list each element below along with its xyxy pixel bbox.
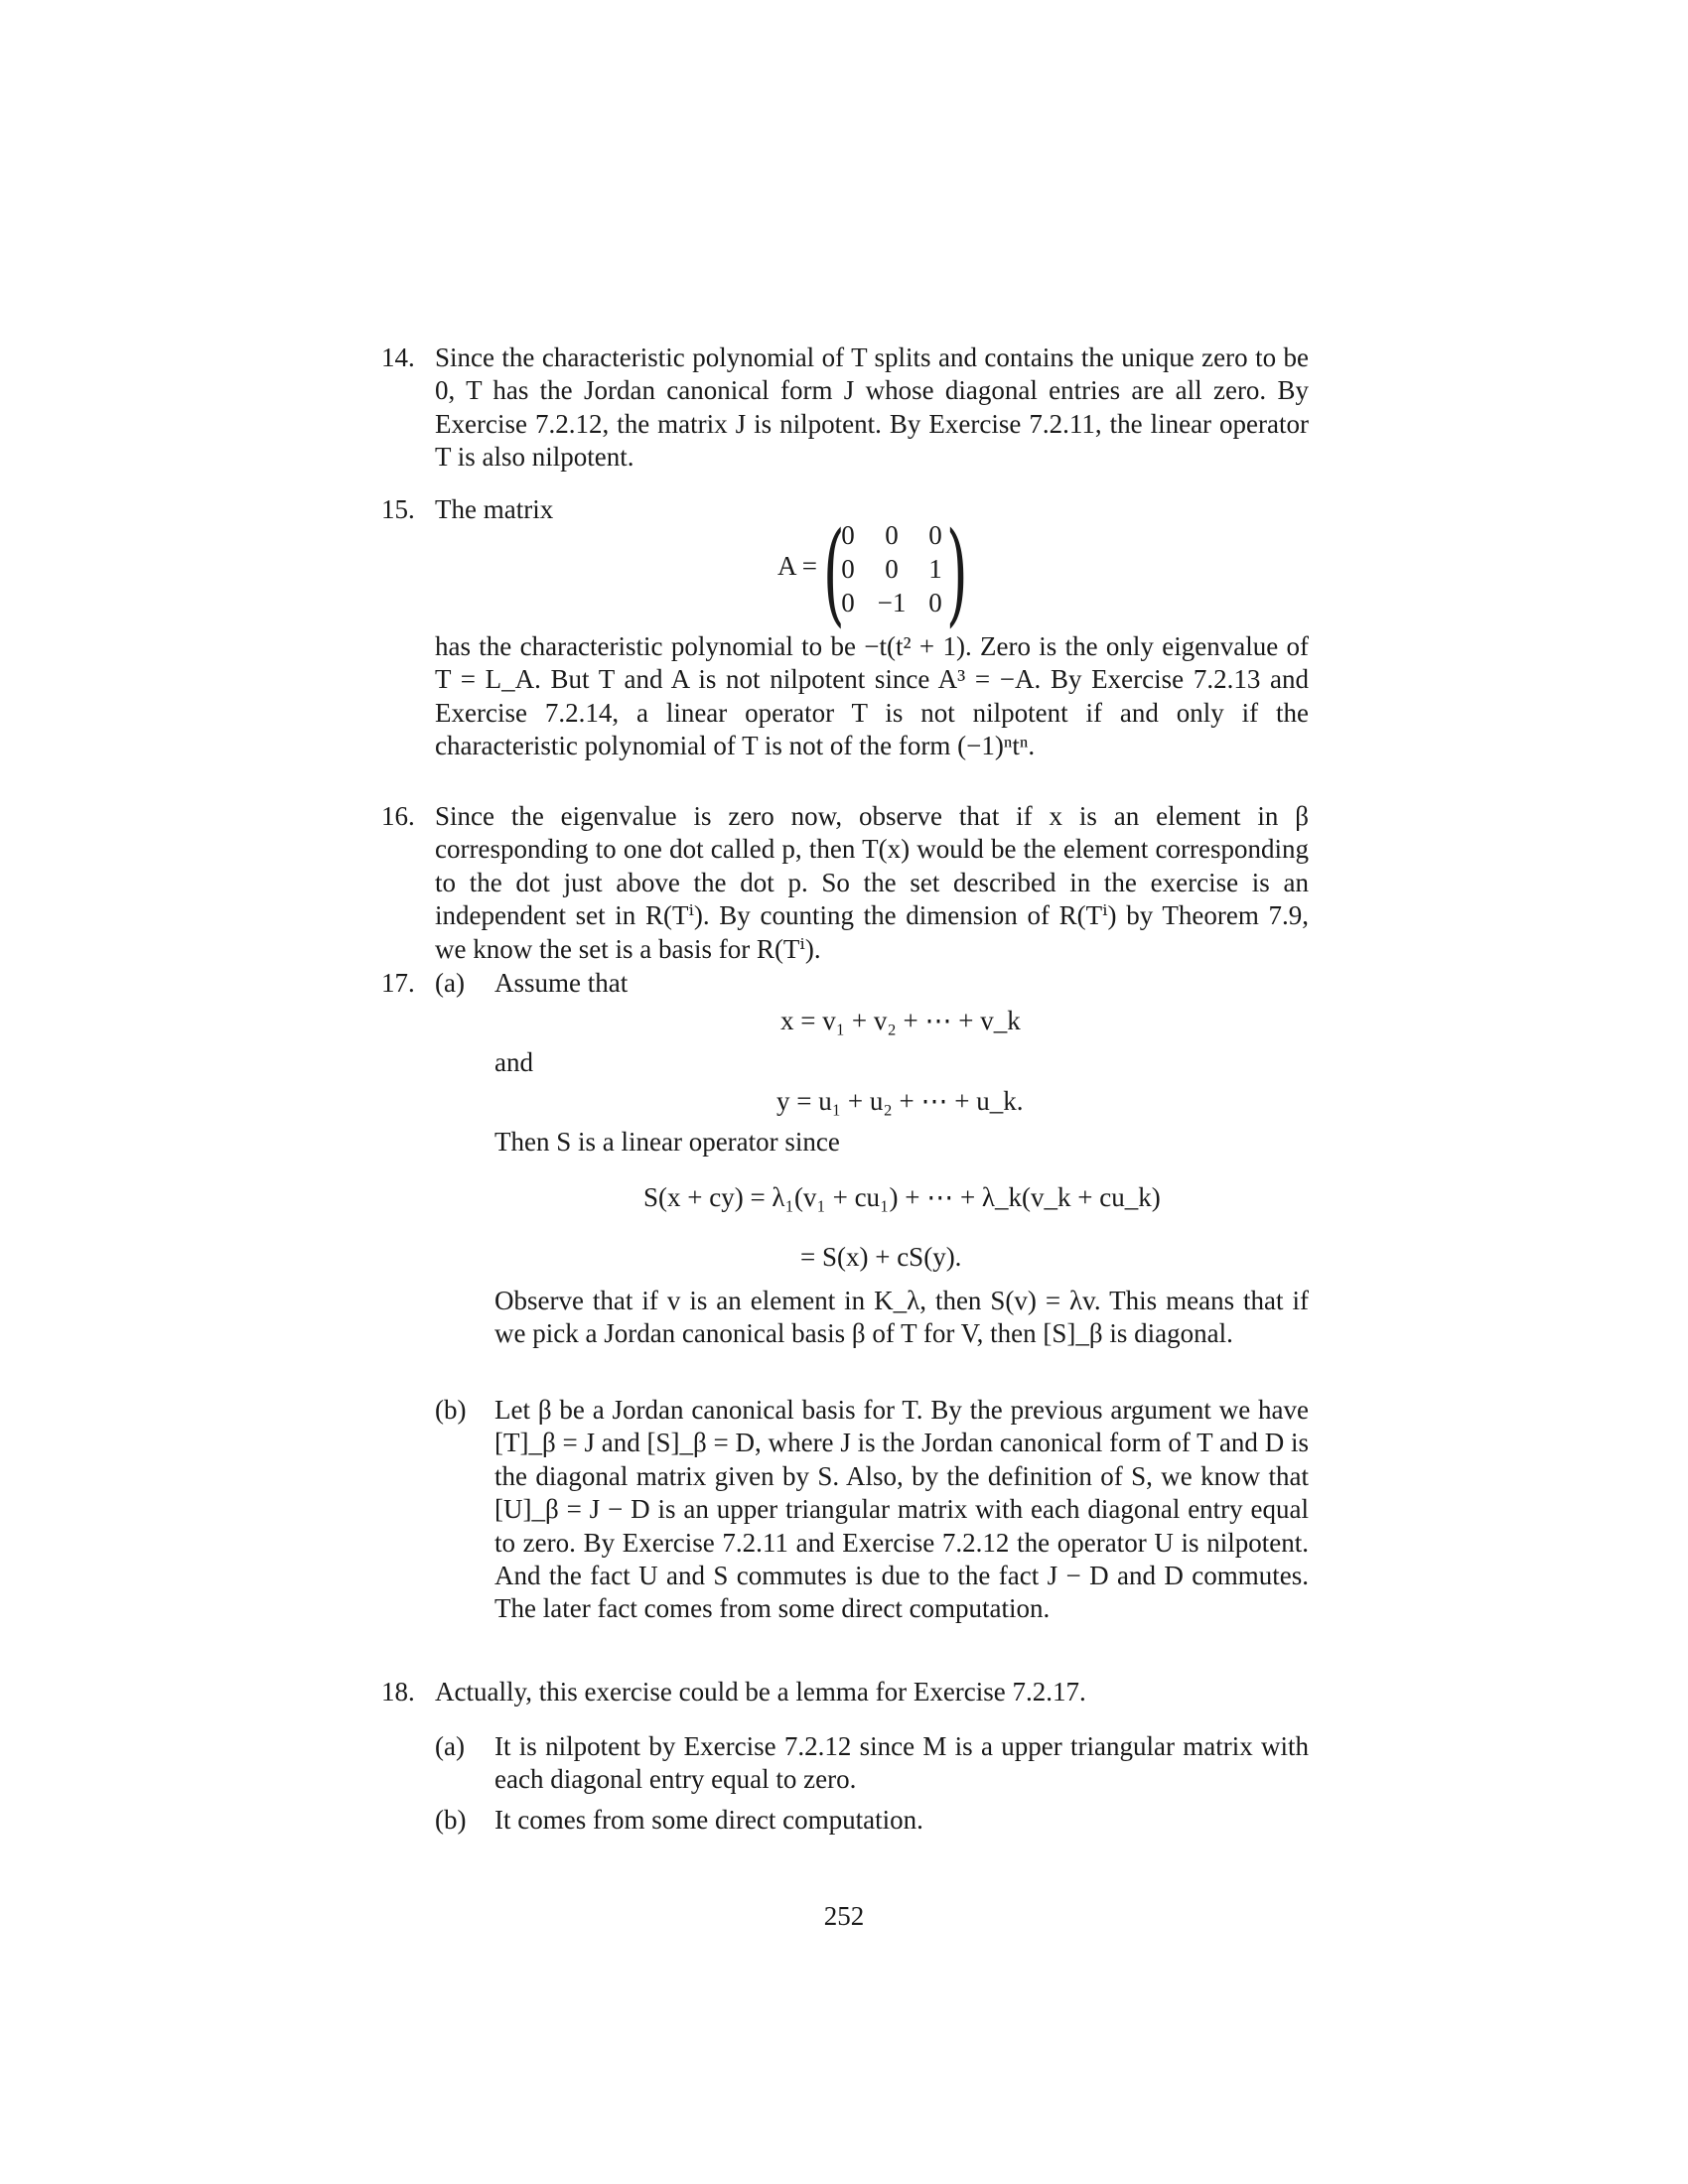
exercise-number: 14. — [381, 342, 415, 372]
part-label: (b) — [435, 1395, 467, 1425]
exercise-number: 17. — [381, 968, 415, 998]
matrix-cell: −1 — [877, 588, 907, 617]
exercise-14 — [381, 341, 1309, 475]
part-label: (b) — [435, 1805, 467, 1835]
equation-s2: = S(x) + cS(y). — [800, 1242, 962, 1272]
connector-text: and — [494, 1047, 533, 1077]
equation-s1: S(x + cy) = λ₁(v₁ + cu₁) + ⋯ + λ_k(v_k + cu_k) — [643, 1182, 1161, 1212]
matrix-cell: 0 — [885, 520, 899, 550]
matrix-a — [822, 509, 968, 638]
equation-x: x = v₁ + v₂ + ⋯ + v_k — [780, 1006, 1021, 1035]
exercise-17a-after — [435, 1285, 1309, 1351]
matrix-cell: 0 — [928, 520, 942, 550]
exercise-text: has the characteristic polynomial to be −t(t² + 1). Zero is the only eigenvalue of T = L_A. But T and A is not nilpotent since A³ = −A. By Exercise 7.2.13 and Exercise 7.2.14, a linear operator T is not nilpotent if and only if the characteristic polynomial of T is not of the form (−1)ⁿtⁿ. — [435, 631, 1309, 761]
and-text — [435, 1046, 1309, 1079]
exercise-18 — [381, 1676, 1309, 1708]
exercise-17b — [435, 1394, 1309, 1626]
part-intro: Assume that — [494, 968, 629, 998]
matrix-cell: 0 — [841, 588, 855, 617]
right-paren: ) — [945, 509, 968, 638]
part-text: Let β be a Jordan canonical basis for T. By the previous argument we have [T]_β = J and [S]_β = D, where J is the Jordan canonical form of T and D is the diagonal matrix given by S. Also, by the definition of S, we know that [U]_β = J − D is an upper triangular matrix with each diagonal entry equal to zero. By Exercise 7.2.11 and Exercise 7.2.12 the operator U is nilpotent. And the fact U and S commutes is due to the fact J − D and D commutes. The later fact comes from some direct computation. — [494, 1395, 1309, 1624]
matrix-cell: 0 — [928, 588, 942, 617]
connector-text: Then S is a linear operator since — [494, 1127, 840, 1157]
matrix-cell: 0 — [841, 520, 855, 550]
exercise-text: Since the characteristic polynomial of T splits and contains the unique zero to be 0, T has the Jordan canonical form J whose diagonal entries are all zero. By Exercise 7.2.12, the matrix J is nilpotent. By Exercise 7.2.11, the linear operator T is also nilpotent. — [435, 342, 1309, 473]
exercise-intro: The matrix — [435, 494, 554, 524]
exercise-17a — [435, 967, 1309, 1000]
then-text — [435, 1126, 1309, 1159]
matrix-cell: 0 — [885, 554, 899, 584]
exercise-18b — [435, 1804, 1309, 1837]
exercise-18a — [435, 1730, 1309, 1797]
left-paren: ( — [822, 509, 845, 638]
part-label: (a) — [435, 968, 465, 998]
exercise-text: Since the eigenvalue is zero now, observe that if x is an element in β corresponding to one dot called p, then T(x) would be the element corresponding to the dot just above the dot p. So the set described in the exercise is an independent set in R(Tⁱ). By counting the dimension of R(Tⁱ) by Theorem 7.9, we know the set is a basis for R(Tⁱ). — [435, 801, 1309, 964]
exercise-15-body — [381, 630, 1309, 763]
equation-y: y = u₁ + u₂ + ⋯ + u_k. — [776, 1086, 1024, 1116]
part-text: It is nilpotent by Exercise 7.2.12 since M is a upper triangular matrix with each diagonal entry equal to zero. — [494, 1731, 1309, 1795]
exercise-16 — [381, 800, 1309, 966]
part-label: (a) — [435, 1731, 465, 1761]
part-text: It comes from some direct computation. — [494, 1805, 923, 1835]
matrix-cell: 0 — [841, 554, 855, 584]
matrix-cell: 1 — [928, 554, 942, 584]
exercise-text: Actually, this exercise could be a lemma for Exercise 7.2.17. — [435, 1677, 1086, 1706]
exercise-number: 18. — [381, 1677, 415, 1706]
exercise-number: 16. — [381, 801, 415, 831]
matrix-label: A = — [777, 551, 817, 581]
part-text: Observe that if v is an element in K_λ, then S(v) = λv. This means that if we pick a Jordan canonical basis β of T for V, then [S]_β is diagonal. — [494, 1286, 1309, 1349]
page-number: 252 — [823, 1901, 865, 1931]
exercise-number: 15. — [381, 494, 415, 524]
